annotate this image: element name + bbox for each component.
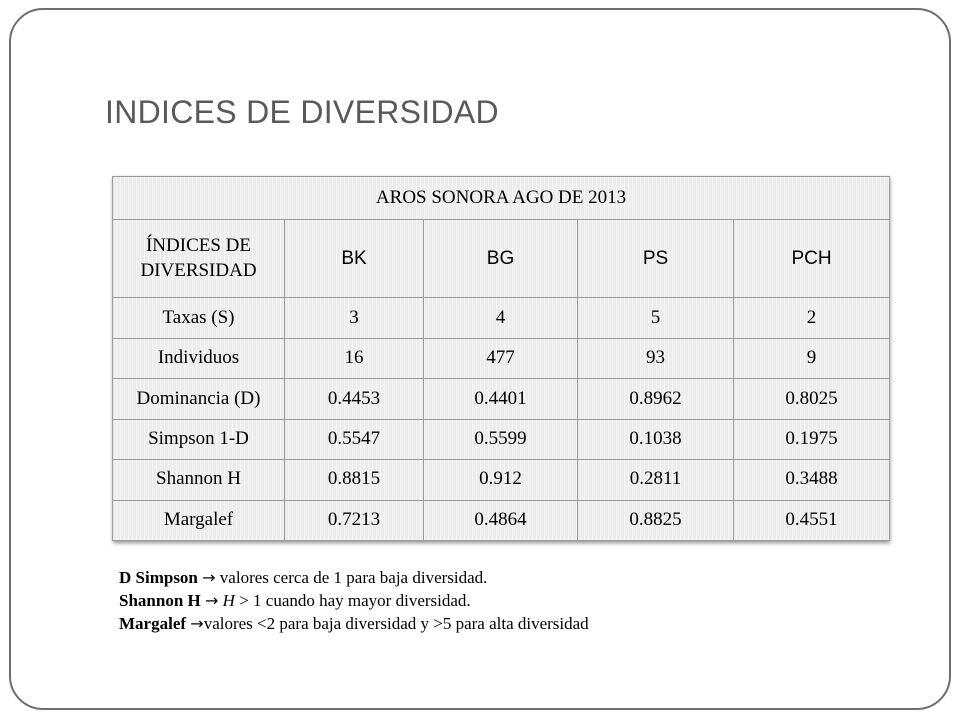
table-caption: AROS SONORA AGO DE 2013 (113, 177, 890, 220)
table-cell: 9 (734, 338, 890, 378)
table-cell: 0.7213 (285, 500, 424, 541)
diversity-index-table (112, 176, 890, 541)
h-symbol: H (222, 591, 235, 610)
table-cell: 0.1038 (578, 419, 734, 459)
table-header-row (113, 220, 890, 298)
note-simpson (119, 566, 589, 589)
note-text: valores cerca de 1 para baja diversidad. (215, 568, 488, 587)
table-row (113, 500, 890, 541)
table-row (113, 419, 890, 459)
table-row (113, 338, 890, 378)
arrow-right-icon: → (205, 591, 219, 610)
note-margalef (119, 612, 589, 635)
table-row (113, 379, 890, 419)
table-cell: 477 (424, 338, 578, 378)
table-cell: 0.5547 (285, 419, 424, 459)
notes-block (119, 566, 589, 635)
row-label: Individuos (113, 338, 285, 378)
arrow-right-icon: → (190, 614, 204, 633)
note-term: Margalef (119, 614, 187, 633)
table-cell: 0.8962 (578, 379, 734, 419)
table-cell: 0.4453 (285, 379, 424, 419)
table-cell: 0.4864 (424, 500, 578, 541)
note-term: Shannon H (119, 591, 201, 610)
table-cell: 0.5599 (424, 419, 578, 459)
row-label: Shannon H (113, 460, 285, 500)
table-cell: 16 (285, 338, 424, 378)
column-header: BK (285, 220, 424, 298)
table-cell: 2 (734, 298, 890, 338)
table-cell: 0.912 (424, 460, 578, 500)
column-header: BG (424, 220, 578, 298)
row-label: Taxas (S) (113, 298, 285, 338)
arrow-right-icon: → (202, 568, 216, 587)
note-text: valores <2 para baja diversidad y >5 para alta diversidad (203, 614, 589, 633)
table-cell: 3 (285, 298, 424, 338)
table-row (113, 460, 890, 500)
table-cell: 5 (578, 298, 734, 338)
row-label: Margalef (113, 500, 285, 541)
table-caption-row (113, 177, 890, 220)
table-cell: 0.4551 (734, 500, 890, 541)
diversity-table-container (112, 176, 889, 541)
table-cell: 0.1975 (734, 419, 890, 459)
note-shannon (119, 589, 589, 612)
table-cell: 4 (424, 298, 578, 338)
header-label: ÍNDICES DE DIVERSIDAD (113, 220, 285, 298)
slide-title: INDICES DE DIVERSIDAD (105, 94, 499, 130)
table-cell: 0.4401 (424, 379, 578, 419)
table-cell: 0.8815 (285, 460, 424, 500)
table-cell: 0.2811 (578, 460, 734, 500)
table-row (113, 298, 890, 338)
row-label: Dominancia (D) (113, 379, 285, 419)
table-cell: 93 (578, 338, 734, 378)
column-header: PS (578, 220, 734, 298)
table-cell: 0.8025 (734, 379, 890, 419)
note-term: D Simpson (119, 568, 198, 587)
table-cell: 0.3488 (734, 460, 890, 500)
table-cell: 0.8825 (578, 500, 734, 541)
note-text: > 1 cuando hay mayor diversidad. (234, 591, 471, 610)
row-label: Simpson 1-D (113, 419, 285, 459)
column-header: PCH (734, 220, 890, 298)
